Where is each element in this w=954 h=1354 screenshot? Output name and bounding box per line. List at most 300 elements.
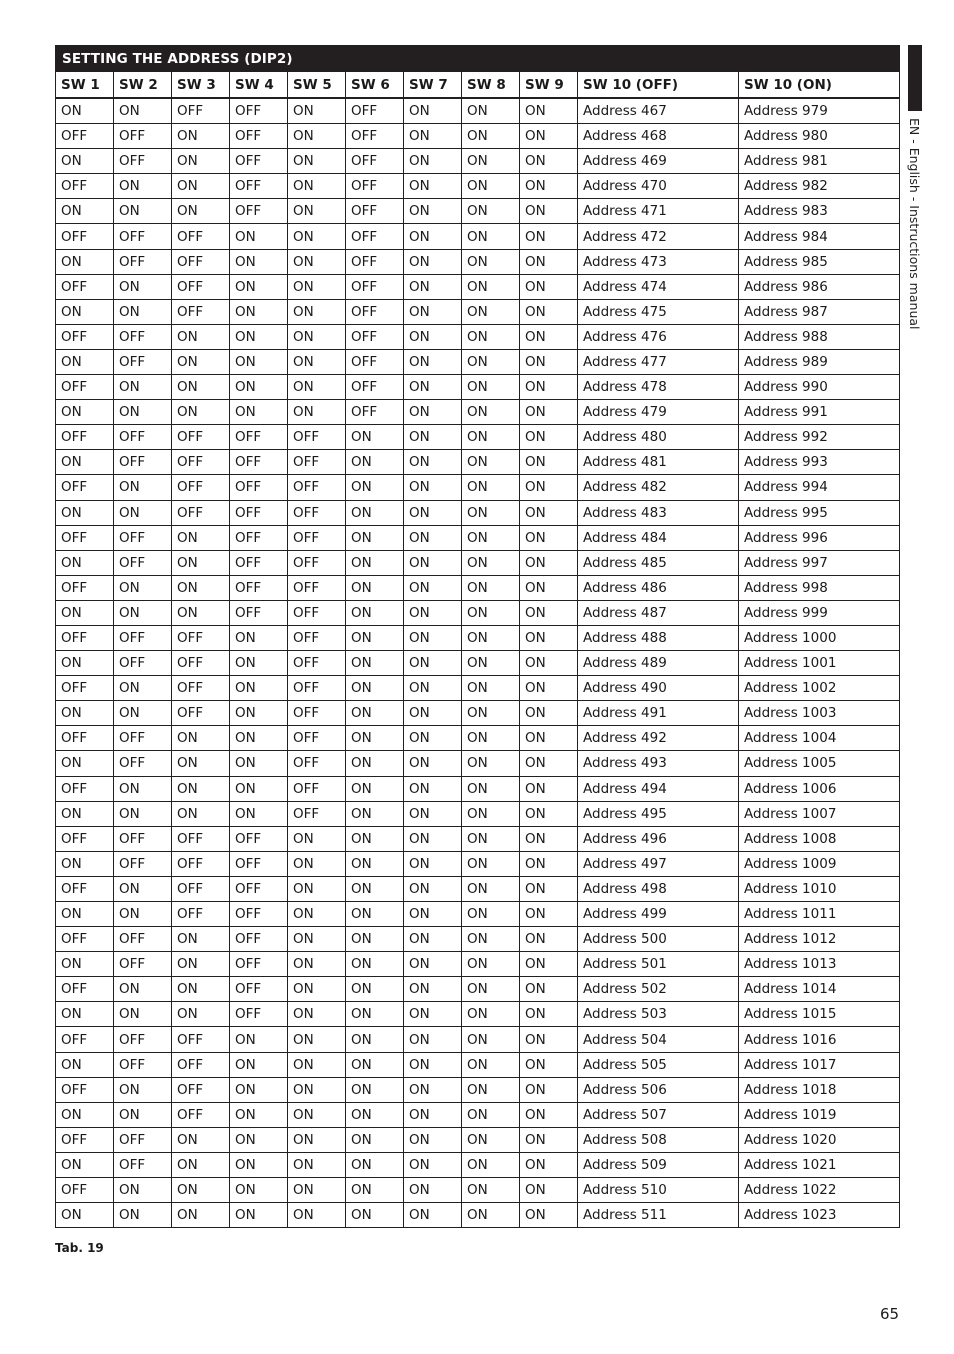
switch-state-cell: ON — [462, 550, 520, 575]
switch-state-cell: OFF — [346, 349, 404, 374]
address-cell: Address 995 — [739, 500, 900, 525]
switch-state-cell: ON — [172, 400, 230, 425]
table-row — [56, 174, 900, 199]
switch-state-cell: ON — [56, 1002, 114, 1027]
switch-state-cell: ON — [230, 1152, 288, 1177]
table-caption: Tab. 19 — [55, 1241, 104, 1255]
table-header-row — [56, 72, 900, 99]
address-cell: Address 508 — [578, 1127, 739, 1152]
switch-state-cell: OFF — [230, 952, 288, 977]
switch-state-cell: OFF — [288, 751, 346, 776]
switch-state-cell: ON — [520, 550, 578, 575]
address-cell: Address 1001 — [739, 651, 900, 676]
switch-state-cell: OFF — [56, 1077, 114, 1102]
switch-state-cell: ON — [288, 1152, 346, 1177]
switch-state-cell: ON — [520, 1052, 578, 1077]
address-cell: Address 993 — [739, 450, 900, 475]
switch-state-cell: ON — [462, 1052, 520, 1077]
switch-state-cell: ON — [114, 1077, 172, 1102]
switch-state-cell: OFF — [114, 726, 172, 751]
address-cell: Address 486 — [578, 575, 739, 600]
switch-state-cell: ON — [288, 1052, 346, 1077]
switch-state-cell: ON — [114, 375, 172, 400]
switch-state-cell: ON — [404, 1052, 462, 1077]
address-cell: Address 507 — [578, 1102, 739, 1127]
column-header: SW 8 — [462, 72, 520, 99]
switch-state-cell: ON — [172, 375, 230, 400]
address-cell: Address 1020 — [739, 1127, 900, 1152]
address-cell: Address 500 — [578, 927, 739, 952]
switch-state-cell: ON — [56, 98, 114, 124]
switch-state-cell: ON — [346, 1127, 404, 1152]
switch-state-cell: ON — [404, 1152, 462, 1177]
address-cell: Address 467 — [578, 98, 739, 124]
switch-state-cell: ON — [230, 274, 288, 299]
switch-state-cell: ON — [462, 199, 520, 224]
address-cell: Address 997 — [739, 550, 900, 575]
table-row — [56, 726, 900, 751]
switch-state-cell: OFF — [230, 500, 288, 525]
switch-state-cell: ON — [404, 651, 462, 676]
switch-state-cell: ON — [230, 1052, 288, 1077]
switch-state-cell: OFF — [172, 1052, 230, 1077]
switch-state-cell: ON — [346, 776, 404, 801]
switch-state-cell: ON — [462, 676, 520, 701]
switch-state-cell: ON — [520, 124, 578, 149]
switch-state-cell: OFF — [56, 876, 114, 901]
switch-state-cell: ON — [462, 149, 520, 174]
switch-state-cell: ON — [520, 224, 578, 249]
switch-state-cell: ON — [114, 1002, 172, 1027]
switch-state-cell: OFF — [56, 1178, 114, 1203]
switch-state-cell: ON — [520, 1178, 578, 1203]
table-row — [56, 751, 900, 776]
switch-state-cell: ON — [114, 575, 172, 600]
address-cell: Address 506 — [578, 1077, 739, 1102]
address-cell: Address 1014 — [739, 977, 900, 1002]
switch-state-cell: OFF — [114, 550, 172, 575]
switch-state-cell: ON — [56, 500, 114, 525]
switch-state-cell: ON — [172, 1002, 230, 1027]
switch-state-cell: OFF — [230, 1002, 288, 1027]
switch-state-cell: OFF — [288, 676, 346, 701]
switch-state-cell: OFF — [172, 98, 230, 124]
section-tab-marker — [908, 45, 922, 111]
table-row — [56, 801, 900, 826]
switch-state-cell: ON — [404, 1102, 462, 1127]
table-row — [56, 199, 900, 224]
switch-state-cell: OFF — [230, 124, 288, 149]
switch-state-cell: ON — [520, 1027, 578, 1052]
switch-state-cell: ON — [288, 851, 346, 876]
table-row — [56, 224, 900, 249]
table-row — [56, 876, 900, 901]
switch-state-cell: ON — [346, 876, 404, 901]
switch-state-cell: ON — [520, 274, 578, 299]
switch-state-cell: ON — [230, 249, 288, 274]
address-cell: Address 1004 — [739, 726, 900, 751]
column-header: SW 6 — [346, 72, 404, 99]
switch-state-cell: ON — [404, 826, 462, 851]
switch-state-cell: ON — [288, 149, 346, 174]
switch-state-cell: OFF — [346, 274, 404, 299]
switch-state-cell: ON — [462, 98, 520, 124]
switch-state-cell: ON — [346, 826, 404, 851]
switch-state-cell: ON — [404, 500, 462, 525]
switch-state-cell: ON — [346, 977, 404, 1002]
switch-state-cell: ON — [230, 701, 288, 726]
switch-state-cell: ON — [404, 625, 462, 650]
address-cell: Address 488 — [578, 625, 739, 650]
switch-state-cell: ON — [56, 1152, 114, 1177]
address-cell: Address 998 — [739, 575, 900, 600]
switch-state-cell: OFF — [288, 651, 346, 676]
table-row — [56, 1002, 900, 1027]
column-header: SW 9 — [520, 72, 578, 99]
switch-state-cell: ON — [462, 475, 520, 500]
switch-state-cell: ON — [288, 927, 346, 952]
switch-state-cell: OFF — [230, 98, 288, 124]
switch-state-cell: ON — [114, 676, 172, 701]
switch-state-cell: OFF — [114, 224, 172, 249]
table-row — [56, 475, 900, 500]
switch-state-cell: ON — [404, 751, 462, 776]
address-cell: Address 490 — [578, 676, 739, 701]
switch-state-cell: ON — [346, 1102, 404, 1127]
switch-state-cell: OFF — [114, 651, 172, 676]
address-cell: Address 999 — [739, 600, 900, 625]
switch-state-cell: ON — [462, 600, 520, 625]
switch-state-cell: ON — [520, 801, 578, 826]
switch-state-cell: ON — [462, 651, 520, 676]
switch-state-cell: ON — [404, 927, 462, 952]
switch-state-cell: ON — [230, 1027, 288, 1052]
switch-state-cell: ON — [404, 174, 462, 199]
switch-state-cell: ON — [462, 324, 520, 349]
switch-state-cell: OFF — [288, 450, 346, 475]
switch-state-cell: ON — [462, 1178, 520, 1203]
switch-state-cell: ON — [462, 625, 520, 650]
table-row — [56, 1203, 900, 1228]
switch-state-cell: OFF — [230, 876, 288, 901]
switch-state-cell: ON — [288, 124, 346, 149]
switch-state-cell: OFF — [56, 575, 114, 600]
address-cell: Address 1007 — [739, 801, 900, 826]
switch-state-cell: ON — [462, 1027, 520, 1052]
switch-state-cell: OFF — [172, 500, 230, 525]
switch-state-cell: OFF — [230, 425, 288, 450]
switch-state-cell: ON — [56, 952, 114, 977]
address-cell: Address 996 — [739, 525, 900, 550]
switch-state-cell: ON — [230, 349, 288, 374]
switch-state-cell: ON — [114, 98, 172, 124]
switch-state-cell: ON — [520, 500, 578, 525]
address-cell: Address 469 — [578, 149, 739, 174]
switch-state-cell: ON — [520, 1152, 578, 1177]
switch-state-cell: ON — [462, 1102, 520, 1127]
switch-state-cell: OFF — [172, 224, 230, 249]
address-cell: Address 1000 — [739, 625, 900, 650]
switch-state-cell: ON — [172, 124, 230, 149]
address-cell: Address 497 — [578, 851, 739, 876]
switch-state-cell: ON — [230, 299, 288, 324]
switch-state-cell: ON — [172, 525, 230, 550]
address-cell: Address 1002 — [739, 676, 900, 701]
switch-state-cell: ON — [346, 1052, 404, 1077]
switch-state-cell: OFF — [172, 475, 230, 500]
address-cell: Address 985 — [739, 249, 900, 274]
switch-state-cell: OFF — [56, 224, 114, 249]
switch-state-cell: OFF — [114, 851, 172, 876]
address-cell: Address 1023 — [739, 1203, 900, 1228]
table-row — [56, 349, 900, 374]
address-cell: Address 496 — [578, 826, 739, 851]
switch-state-cell: OFF — [172, 450, 230, 475]
switch-state-cell: ON — [172, 149, 230, 174]
switch-state-cell: OFF — [230, 851, 288, 876]
switch-state-cell: ON — [172, 751, 230, 776]
table-row — [56, 1077, 900, 1102]
column-header: SW 1 — [56, 72, 114, 99]
switch-state-cell: ON — [520, 751, 578, 776]
switch-state-cell: OFF — [172, 902, 230, 927]
address-cell: Address 1003 — [739, 701, 900, 726]
switch-state-cell: OFF — [114, 625, 172, 650]
switch-state-cell: ON — [288, 349, 346, 374]
switch-state-cell: OFF — [114, 952, 172, 977]
switch-state-cell: ON — [404, 1027, 462, 1052]
table-row — [56, 625, 900, 650]
switch-state-cell: OFF — [230, 199, 288, 224]
column-header: SW 2 — [114, 72, 172, 99]
switch-state-cell: OFF — [114, 927, 172, 952]
table-row — [56, 977, 900, 1002]
address-cell: Address 474 — [578, 274, 739, 299]
address-cell: Address 501 — [578, 952, 739, 977]
address-cell: Address 504 — [578, 1027, 739, 1052]
switch-state-cell: ON — [288, 1077, 346, 1102]
address-cell: Address 494 — [578, 776, 739, 801]
switch-state-cell: ON — [114, 701, 172, 726]
switch-state-cell: ON — [520, 977, 578, 1002]
switch-state-cell: ON — [520, 701, 578, 726]
address-cell: Address 1018 — [739, 1077, 900, 1102]
switch-state-cell: ON — [288, 876, 346, 901]
address-cell: Address 473 — [578, 249, 739, 274]
switch-state-cell: ON — [462, 927, 520, 952]
switch-state-cell: OFF — [172, 249, 230, 274]
address-cell: Address 1008 — [739, 826, 900, 851]
table-row — [56, 927, 900, 952]
address-cell: Address 986 — [739, 274, 900, 299]
switch-state-cell: ON — [230, 726, 288, 751]
switch-state-cell: ON — [346, 1002, 404, 1027]
switch-state-cell: OFF — [114, 1052, 172, 1077]
switch-state-cell: ON — [462, 726, 520, 751]
switch-state-cell: OFF — [172, 274, 230, 299]
switch-state-cell: OFF — [230, 550, 288, 575]
switch-state-cell: ON — [230, 751, 288, 776]
switch-state-cell: ON — [346, 952, 404, 977]
address-cell: Address 979 — [739, 98, 900, 124]
switch-state-cell: ON — [520, 600, 578, 625]
address-cell: Address 493 — [578, 751, 739, 776]
address-cell: Address 1005 — [739, 751, 900, 776]
switch-state-cell: ON — [346, 625, 404, 650]
switch-state-cell: OFF — [56, 676, 114, 701]
switch-state-cell: OFF — [172, 651, 230, 676]
switch-state-cell: ON — [288, 826, 346, 851]
switch-state-cell: ON — [172, 575, 230, 600]
switch-state-cell: OFF — [230, 902, 288, 927]
switch-state-cell: ON — [288, 224, 346, 249]
switch-state-cell: ON — [230, 801, 288, 826]
switch-state-cell: ON — [520, 651, 578, 676]
switch-state-cell: ON — [520, 726, 578, 751]
address-cell: Address 1013 — [739, 952, 900, 977]
switch-state-cell: ON — [230, 1203, 288, 1228]
switch-state-cell: OFF — [114, 525, 172, 550]
switch-state-cell: ON — [230, 324, 288, 349]
switch-state-cell: OFF — [346, 324, 404, 349]
switch-state-cell: ON — [346, 525, 404, 550]
switch-state-cell: ON — [404, 400, 462, 425]
switch-state-cell: OFF — [56, 525, 114, 550]
switch-state-cell: ON — [288, 199, 346, 224]
address-cell: Address 988 — [739, 324, 900, 349]
table-row — [56, 1178, 900, 1203]
switch-state-cell: OFF — [230, 826, 288, 851]
switch-state-cell: ON — [462, 375, 520, 400]
switch-state-cell: ON — [346, 1152, 404, 1177]
switch-state-cell: OFF — [56, 826, 114, 851]
side-label: EN - English - Instructions manual — [907, 118, 922, 330]
switch-state-cell: OFF — [114, 324, 172, 349]
switch-state-cell: ON — [404, 98, 462, 124]
switch-state-cell: ON — [520, 400, 578, 425]
table-row — [56, 525, 900, 550]
switch-state-cell: OFF — [114, 349, 172, 374]
switch-state-cell: ON — [520, 876, 578, 901]
switch-state-cell: ON — [462, 174, 520, 199]
switch-state-cell: OFF — [114, 826, 172, 851]
switch-state-cell: OFF — [346, 124, 404, 149]
switch-state-cell: ON — [288, 1027, 346, 1052]
switch-state-cell: ON — [404, 1178, 462, 1203]
switch-state-cell: OFF — [288, 475, 346, 500]
switch-state-cell: ON — [404, 1127, 462, 1152]
switch-state-cell: OFF — [172, 676, 230, 701]
switch-state-cell: OFF — [346, 400, 404, 425]
switch-state-cell: ON — [346, 902, 404, 927]
switch-state-cell: ON — [288, 1203, 346, 1228]
switch-state-cell: ON — [404, 475, 462, 500]
switch-state-cell: OFF — [230, 977, 288, 1002]
switch-state-cell: OFF — [288, 600, 346, 625]
switch-state-cell: ON — [172, 174, 230, 199]
table-row — [56, 701, 900, 726]
switch-state-cell: ON — [114, 801, 172, 826]
switch-state-cell: OFF — [114, 249, 172, 274]
switch-state-cell: ON — [346, 600, 404, 625]
switch-state-cell: ON — [346, 475, 404, 500]
switch-state-cell: ON — [346, 575, 404, 600]
switch-state-cell: OFF — [172, 1077, 230, 1102]
switch-state-cell: ON — [462, 751, 520, 776]
address-cell: Address 478 — [578, 375, 739, 400]
switch-state-cell: ON — [462, 776, 520, 801]
switch-state-cell: ON — [520, 249, 578, 274]
switch-state-cell: ON — [404, 676, 462, 701]
address-cell: Address 480 — [578, 425, 739, 450]
address-table — [55, 45, 900, 1228]
address-cell: Address 981 — [739, 149, 900, 174]
address-cell: Address 1012 — [739, 927, 900, 952]
switch-state-cell: ON — [462, 450, 520, 475]
switch-state-cell: ON — [346, 801, 404, 826]
table-row — [56, 1152, 900, 1177]
switch-state-cell: ON — [520, 851, 578, 876]
table-row — [56, 676, 900, 701]
address-cell: Address 472 — [578, 224, 739, 249]
address-cell: Address 982 — [739, 174, 900, 199]
switch-state-cell: ON — [520, 349, 578, 374]
switch-state-cell: ON — [288, 98, 346, 124]
switch-state-cell: ON — [346, 1178, 404, 1203]
switch-state-cell: ON — [288, 249, 346, 274]
switch-state-cell: OFF — [288, 550, 346, 575]
switch-state-cell: ON — [520, 375, 578, 400]
switch-state-cell: OFF — [288, 701, 346, 726]
switch-state-cell: OFF — [56, 274, 114, 299]
address-cell: Address 983 — [739, 199, 900, 224]
switch-state-cell: OFF — [56, 1127, 114, 1152]
table-row — [56, 400, 900, 425]
switch-state-cell: ON — [230, 776, 288, 801]
switch-state-cell: ON — [462, 851, 520, 876]
switch-state-cell: ON — [288, 1127, 346, 1152]
switch-state-cell: ON — [230, 1127, 288, 1152]
address-cell: Address 498 — [578, 876, 739, 901]
switch-state-cell: ON — [230, 1178, 288, 1203]
switch-state-cell: ON — [230, 375, 288, 400]
switch-state-cell: ON — [520, 299, 578, 324]
switch-state-cell: ON — [230, 1102, 288, 1127]
switch-state-cell: OFF — [346, 299, 404, 324]
address-cell: Address 1021 — [739, 1152, 900, 1177]
switch-state-cell: ON — [346, 726, 404, 751]
switch-state-cell: ON — [462, 1152, 520, 1177]
switch-state-cell: ON — [462, 349, 520, 374]
switch-state-cell: ON — [520, 1102, 578, 1127]
switch-state-cell: ON — [404, 851, 462, 876]
table-row — [56, 826, 900, 851]
switch-state-cell: ON — [114, 400, 172, 425]
switch-state-cell: OFF — [346, 174, 404, 199]
switch-state-cell: ON — [56, 1203, 114, 1228]
switch-state-cell: OFF — [172, 1102, 230, 1127]
switch-state-cell: ON — [404, 776, 462, 801]
address-cell: Address 476 — [578, 324, 739, 349]
switch-state-cell: ON — [114, 274, 172, 299]
switch-state-cell: ON — [172, 952, 230, 977]
switch-state-cell: OFF — [114, 425, 172, 450]
switch-state-cell: ON — [56, 199, 114, 224]
switch-state-cell: ON — [404, 600, 462, 625]
switch-state-cell: ON — [230, 651, 288, 676]
switch-state-cell: ON — [404, 1203, 462, 1228]
switch-state-cell: ON — [520, 952, 578, 977]
